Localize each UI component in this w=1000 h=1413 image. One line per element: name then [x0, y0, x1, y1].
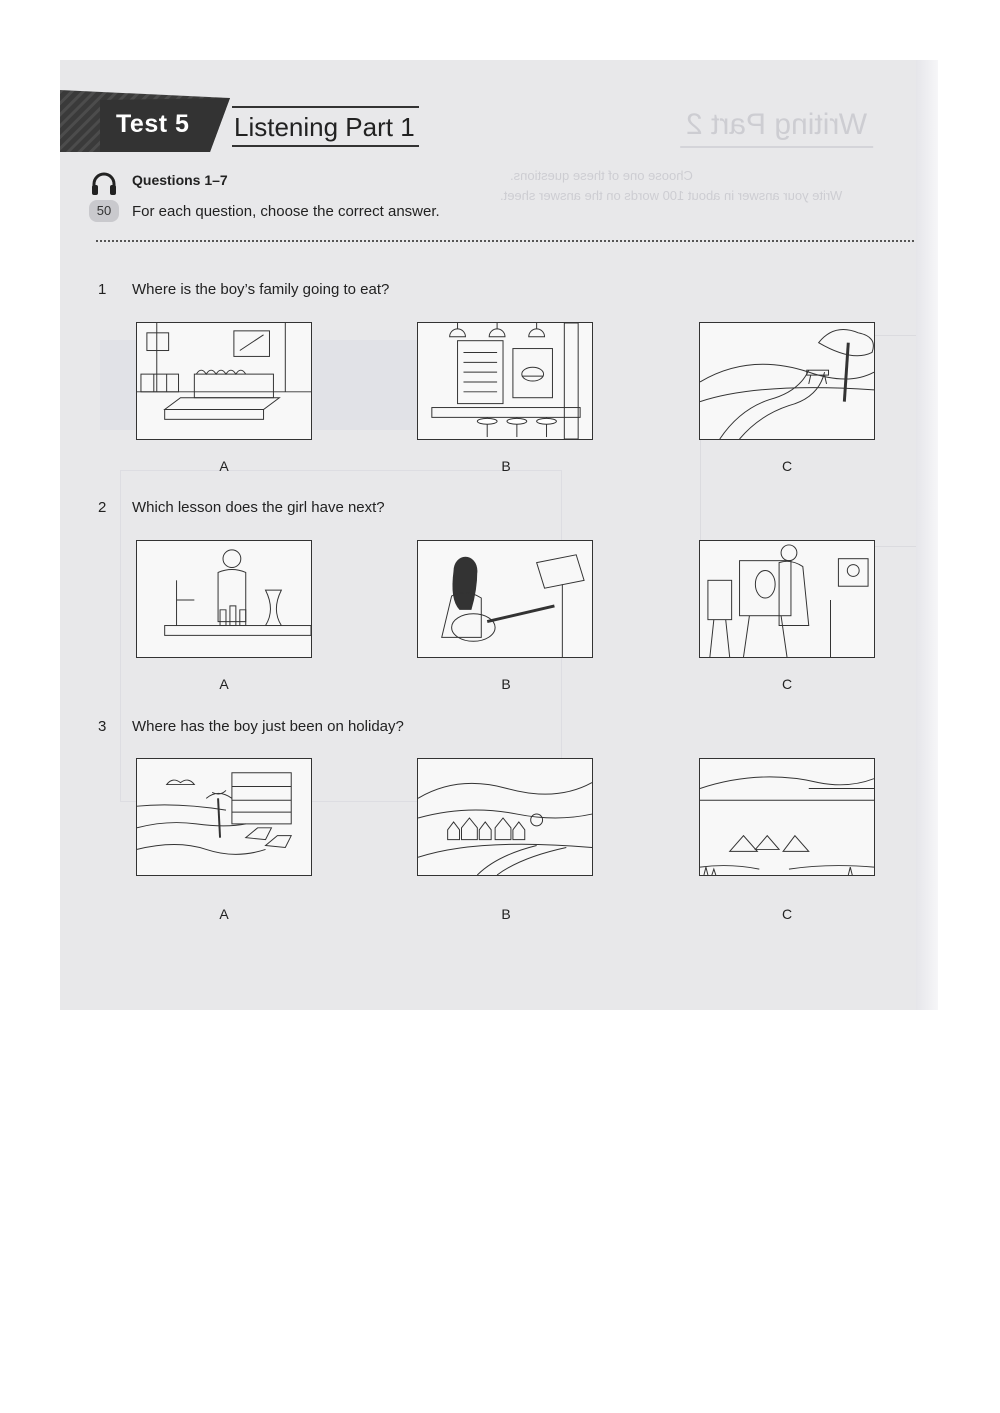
guitar-lesson-picture[interactable] — [417, 540, 593, 658]
question-number: 1 — [98, 281, 107, 298]
bleed-through-line: Choose one of these questions. — [510, 168, 693, 183]
headphones-icon — [90, 172, 118, 196]
option-letter: C — [781, 906, 793, 922]
question-number: 3 — [98, 718, 107, 735]
living-room-picture[interactable] — [136, 322, 312, 440]
art-class-picture[interactable] — [699, 540, 875, 658]
burger-cafe-picture[interactable] — [417, 322, 593, 440]
instruction-text: For each question, choose the correct answer. — [132, 203, 440, 220]
camping-lake-picture[interactable] — [699, 758, 875, 876]
option-letter: A — [219, 676, 229, 692]
questions-range: Questions 1–7 — [132, 172, 228, 188]
test-label: Test 5 — [116, 110, 190, 138]
option-letter: B — [501, 458, 511, 474]
option-letter: A — [219, 458, 229, 474]
question-text: Which lesson does the girl have next? — [132, 499, 385, 516]
question-text: Where has the boy just been on holiday? — [132, 718, 404, 735]
page-spine-shadow — [916, 60, 938, 1010]
question-number: 2 — [98, 499, 107, 516]
page-title: Listening Part 1 — [232, 106, 419, 147]
option-letter: C — [781, 676, 793, 692]
question-text: Where is the boy’s family going to eat? — [132, 281, 390, 298]
countryside-village-picture[interactable] — [417, 758, 593, 876]
beach-hotel-picture[interactable] — [136, 758, 312, 876]
picnic-park-picture[interactable] — [699, 322, 875, 440]
science-lab-picture[interactable] — [136, 540, 312, 658]
option-letter: A — [219, 906, 229, 922]
option-letter: C — [781, 458, 793, 474]
textbook-page — [60, 60, 938, 1010]
bleed-through-line: Write your answer in about 100 words on the answer sheet. — [500, 188, 843, 203]
audio-track-number: 50 — [89, 200, 119, 222]
dotted-divider — [96, 240, 938, 242]
option-letter: B — [501, 906, 511, 922]
bleed-through-title: Writing Part 2 — [680, 108, 873, 148]
option-letter: B — [501, 676, 511, 692]
